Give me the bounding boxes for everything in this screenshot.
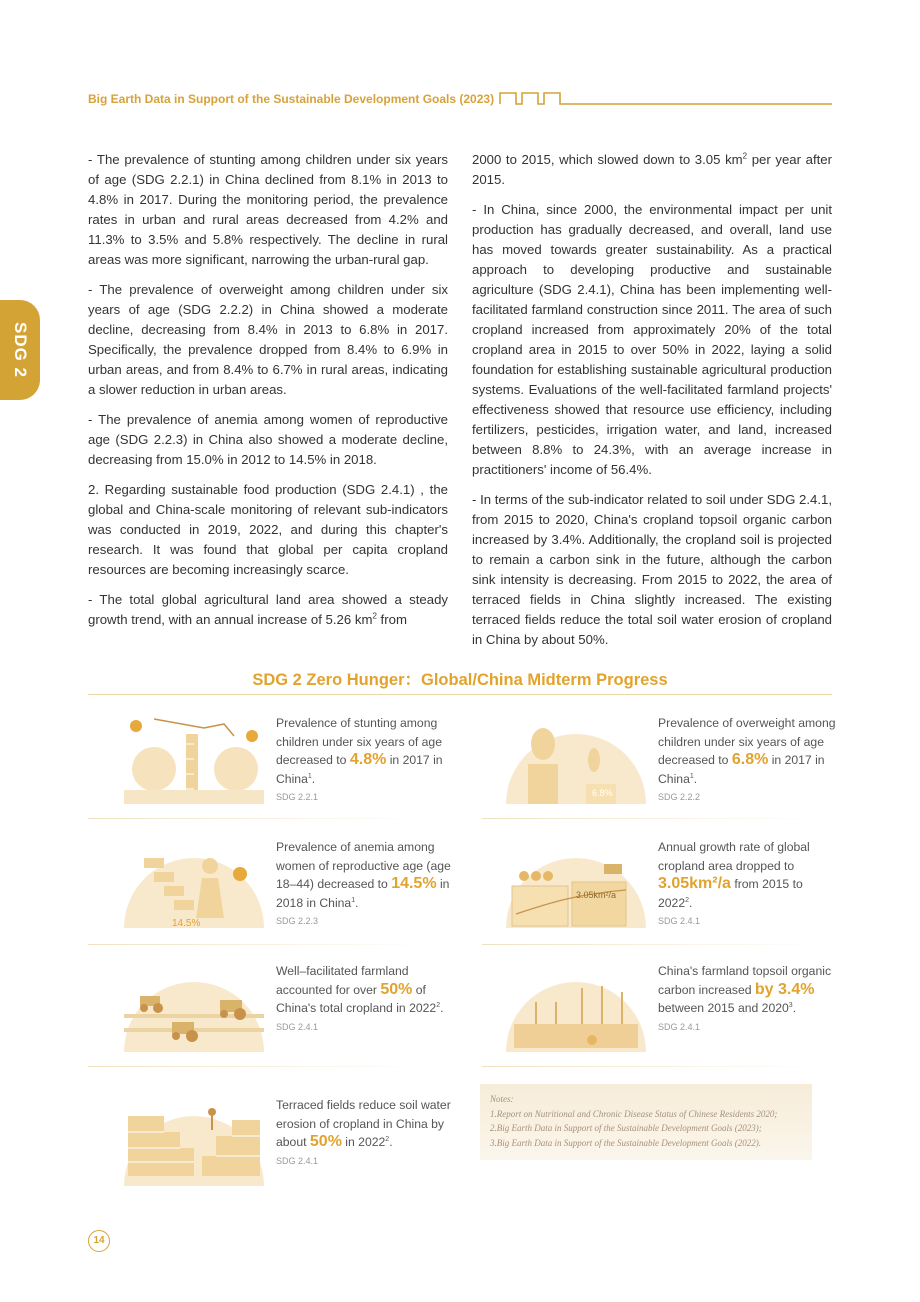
terraced-fields-card — [88, 1084, 451, 1204]
sdg-indicator: SDG 2.4.1 — [658, 916, 701, 926]
anemia-card — [88, 826, 451, 946]
footnote-ref: 3 — [788, 1001, 793, 1009]
highlight-value: 4.8% — [349, 751, 387, 768]
overweight-card — [470, 702, 836, 822]
footnote-ref: 1 — [351, 896, 356, 904]
page-header — [88, 86, 832, 108]
terraced-fields-icon — [124, 1096, 264, 1186]
highlight-value: 14.5% — [391, 875, 437, 892]
stunting-text — [276, 714, 456, 804]
footnote-ref: 2 — [385, 1135, 390, 1143]
card-text: from 2015 to 2022 — [658, 877, 803, 910]
highlight-value: 50% — [309, 1133, 342, 1150]
card-text: Prevalence of stunting among children under six years of age decreased to — [276, 716, 442, 767]
sdg-indicator: SDG 2.2.2 — [658, 792, 701, 802]
card-text: Annual growth rate of global cropland area dropped to — [658, 840, 810, 873]
paragraph: - The prevalence of overweight among children under six years of age (SDG 2.2.2) in China showed a moderate decline, decreasing from 8.4% in 2013 to 6.8% in 2017. Specifically, the prevalence dropped from 8.4% to 6.9% in urban areas, and from 8.4% to 6.7% in rural areas, indicating a slower reduction in urban areas. — [88, 282, 448, 397]
infographic-title: SDG 2 Zero Hunger：Global/China Midterm Progress — [252, 671, 668, 689]
card-text: . — [440, 1001, 444, 1015]
card-text: . — [311, 771, 316, 786]
sdg-indicator: SDG 2.4.1 — [276, 1021, 319, 1032]
card-text: of China's total cropland in 2022 — [276, 982, 437, 1015]
sdg-indicator: SDG 2.2.1 — [276, 792, 319, 802]
superscript: 2 — [742, 151, 748, 161]
card-text: . — [693, 771, 698, 786]
farmland-text — [276, 962, 456, 1034]
topsoil-carbon-text — [658, 962, 838, 1034]
page-number: 14 — [88, 1230, 110, 1252]
card-text: China's farmland topsoil organic carbon increased — [658, 964, 832, 997]
cropland-growth-text — [658, 838, 838, 928]
card-text: Terraced fields reduce soil water erosion of cropland in China by about — [276, 1098, 451, 1149]
card-divider — [88, 818, 428, 819]
topsoil-carbon-card — [470, 950, 832, 1070]
sdg-indicator: SDG 2.4.1 — [658, 1021, 701, 1032]
overweight-label: 6.8% — [592, 788, 613, 798]
soil-crops-icon — [506, 962, 646, 1052]
sdg-indicator: SDG 2.4.1 — [276, 1155, 319, 1166]
highlight-value: by 3.4% — [754, 980, 815, 998]
highlight-value: 6.8% — [731, 751, 769, 768]
card-divider — [482, 944, 822, 945]
paragraph: - In China, since 2000, the environmental impact per unit production has gradually decreased, and overall, land use has moved towards greater sustainability. As a practical approach to developing productive and sustainable agriculture (SDG 2.4.1), China has been implementing well-facilitated farmland construction since 2011. The area of such cropland increased from approximately 20% of the total cropland area in 2015 to over 50% in 2022, laying a solid foundation for establishing sustainable agricultural production systems. Evaluations of the well-facilitated farmland projects' effectiveness showed that resource use efficiency, including fertilizers, pesticides, irrigation water, and land, increased between 8.8% to 24.3%, with an average increase in practitioners' income of 56.4%. — [472, 202, 832, 477]
paragraph-text: per year after 2015. — [472, 152, 833, 187]
card-divider — [88, 1066, 428, 1067]
paragraph: 2. Regarding sustainable food production (SDG 2.4.1) , the global and China-scale monitoring of relevant sub-indicators was conducted in 2019, 2022, and during this chapter's research. It was found that global per capita cropland resources are becoming increasingly scarce. — [88, 482, 448, 577]
growth-rate-label: 3.05km²/a — [576, 890, 617, 900]
paragraph-text: 2000 to 2015, which slowed down to 3.05 km — [472, 152, 743, 167]
note-item: 2.Big Earth Data in Support of the Sustainable Development Goals (2023); — [490, 1123, 762, 1133]
sdg-indicator: SDG 2.2.3 — [276, 916, 319, 926]
card-text: . — [792, 1001, 797, 1015]
footnote-ref: 2 — [436, 1001, 441, 1009]
card-divider — [482, 1066, 822, 1067]
card-divider — [482, 818, 822, 819]
paragraph-text: from — [376, 612, 407, 627]
terraced-fields-text — [276, 1096, 456, 1168]
note-item: 1.Report on Nutritional and Chronic Disease Status of Chinese Residents 2020; — [490, 1108, 778, 1119]
paragraph: - In terms of the sub-indicator related to soil under SDG 2.4.1, from 2015 to 2020, China's cropland topsoil organic carbon increased by 3.4%. Additionally, the cropland soil is projected to remain a carbon sink in the future, although the carbon sink intensity is decreasing. From 2015 to 2022, the area of terraced fields in China slightly increased. The existing terraced fields reduce the total soil water erosion of cropland in China by about 50%. — [472, 492, 832, 647]
card-text: Prevalence of anemia among women of reproductive age (age 18–44) decreased to — [276, 840, 451, 891]
card-text: in 2018 in China — [276, 877, 450, 910]
card-text: . — [689, 895, 693, 910]
left-text-column — [88, 150, 448, 640]
footnote-ref: 1 — [689, 772, 694, 780]
superscript: 2 — [372, 611, 377, 621]
notes-title: Notes: — [490, 1094, 514, 1104]
footnote-ref: 2 — [685, 896, 690, 904]
card-divider — [88, 944, 428, 945]
card-text: . — [355, 895, 359, 910]
title-divider — [88, 694, 832, 695]
paragraph: - The prevalence of stunting among children under six years of age (SDG 2.2.1) in China declined from 8.1% in 2013 to 4.8% in 2017. During the monitoring period, the prevalence rates in urban and rural areas decreased from 4.2% and 11.3% to 3.5% and 5.8% respectively. The decline in rural areas was more significant, narrowing the urban-rural gap. — [88, 152, 448, 267]
overweight-text — [658, 714, 838, 804]
notes-box — [480, 1084, 812, 1160]
card-text: Well–facilitated farmland accounted for over — [276, 964, 409, 997]
card-text: . — [389, 1135, 393, 1149]
card-text: in 2022 — [341, 1135, 386, 1149]
right-text-column — [472, 150, 832, 660]
note-item: 3.Big Earth Data in Support of the Sustainable Development Goals (2022). — [490, 1137, 761, 1148]
card-text: between 2015 and 2020 — [658, 1001, 789, 1015]
side-tab-label: SDG 2 — [11, 321, 30, 379]
highlight-value: 50% — [380, 980, 413, 998]
running-title: Big Earth Data in Support of the Sustainable Development Goals (2023) — [88, 92, 495, 106]
card-text: Prevalence of overweight among children under six years of age decreased to — [658, 716, 836, 767]
farmland-card — [88, 950, 444, 1070]
tractor-farmland-icon — [124, 962, 264, 1052]
cropland-growth-icon — [506, 838, 646, 928]
chapter-side-tab — [0, 300, 40, 400]
cropland-growth-card — [470, 826, 820, 946]
anemia-woman-icon — [124, 838, 264, 928]
paragraph: - The prevalence of anemia among women of reproductive age (SDG 2.2.3) in China also showed a moderate decline, decreasing from 15.0% in 2012 to 14.5% in 2018. — [88, 412, 448, 467]
paragraph-text: - The total global agricultural land area showed a steady growth trend, with an annual increase of 5.26 km — [88, 592, 448, 627]
anemia-label: 14.5% — [172, 918, 201, 928]
paragraph — [472, 150, 832, 190]
header-decoration — [498, 90, 832, 106]
card-text: in 2017 in China — [658, 753, 825, 786]
stunting-card — [88, 702, 443, 822]
stunting-children-icon — [124, 714, 264, 804]
paragraph — [88, 590, 448, 630]
overweight-children-icon — [506, 714, 646, 804]
footnote-ref: 1 — [307, 772, 312, 780]
anemia-text — [276, 838, 456, 928]
highlight-value: 3.05km²/a — [658, 875, 731, 892]
card-text: in 2017 in China — [276, 753, 443, 786]
